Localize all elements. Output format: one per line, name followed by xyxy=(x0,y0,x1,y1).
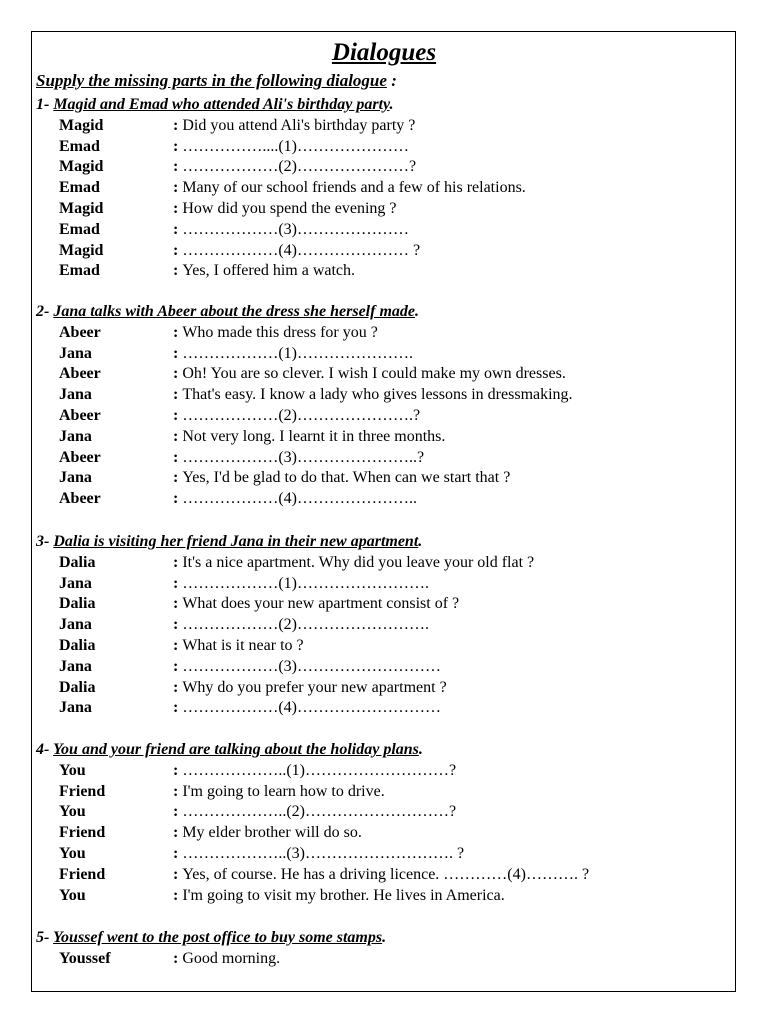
speaker-name: Friend xyxy=(59,782,106,800)
line-colon: : xyxy=(173,490,183,508)
speaker-line xyxy=(173,241,420,262)
line-text: I'm going to learn how to drive. xyxy=(182,782,385,800)
line-colon: : xyxy=(173,844,183,862)
speaker-name: Jana xyxy=(59,699,92,717)
line-colon: : xyxy=(173,761,183,779)
speaker-line xyxy=(173,468,510,489)
speaker-name: Dalia xyxy=(59,553,96,571)
speaker-name: Magid xyxy=(59,241,104,259)
dialogue-line xyxy=(36,385,736,406)
page-title: Dialogues xyxy=(331,39,437,66)
speaker-name: Emad xyxy=(59,262,100,280)
section-heading-text: Magid and Emad who attended Ali's birthday party xyxy=(53,96,390,113)
line-text: ………………..(3)………………………. ? xyxy=(182,844,465,862)
speaker-line xyxy=(173,406,420,427)
line-text: My elder brother will do so. xyxy=(182,824,362,842)
instruction xyxy=(36,70,397,92)
line-colon: : xyxy=(173,803,183,821)
dialogue-line xyxy=(36,574,736,595)
line-text: I'm going to visit my brother. He lives in America. xyxy=(182,886,505,904)
dialogue-section xyxy=(36,95,736,282)
speaker-name: Jana xyxy=(59,574,92,592)
line-text: ………………(4)………………….. xyxy=(182,490,417,508)
speaker-line xyxy=(173,949,280,970)
speaker-name: Dalia xyxy=(59,595,96,613)
speaker-name: Magid xyxy=(59,199,104,217)
dialogue-line xyxy=(36,678,736,699)
dialogue-line xyxy=(36,553,736,574)
section-heading-text: You and your friend are talking about the holiday plans xyxy=(53,741,419,758)
speaker-line xyxy=(173,678,447,699)
line-text: ………………(4)………………… ? xyxy=(182,241,421,259)
line-text: ………………(1)…………………. xyxy=(182,344,413,362)
section-heading-period: . xyxy=(382,929,387,946)
dialogue-line xyxy=(36,823,736,844)
line-text: ………………(2)…………………? xyxy=(182,158,417,176)
line-colon: : xyxy=(173,574,183,592)
speaker-line xyxy=(173,594,459,615)
dialogue-section xyxy=(36,302,736,510)
dialogue-line xyxy=(36,448,736,469)
dialogue-line xyxy=(36,344,736,365)
dialogue-line xyxy=(36,844,736,865)
speaker-name: Jana xyxy=(59,386,92,404)
line-text: Good morning. xyxy=(182,949,281,967)
speaker-name: Emad xyxy=(59,179,100,197)
dialogue-line xyxy=(36,364,736,385)
dialogue-section xyxy=(36,928,736,970)
speaker-line xyxy=(173,886,505,907)
dialogue-line xyxy=(36,157,736,178)
line-colon: : xyxy=(173,179,183,197)
line-colon: : xyxy=(173,553,183,571)
section-heading xyxy=(36,532,736,553)
speaker-line xyxy=(173,823,362,844)
section-heading-text: Youssef went to the post office to buy some stamps xyxy=(53,929,383,946)
speaker-line xyxy=(173,116,415,137)
dialogue-line xyxy=(36,865,736,886)
speaker-name: You xyxy=(59,844,86,862)
line-text: ………………..(1)………………………? xyxy=(182,761,457,779)
line-text: Many of our school friends and a few of his relations. xyxy=(182,179,526,197)
line-text: ……………....(1)………………… xyxy=(182,137,409,155)
line-text: ………………(4)……………………… xyxy=(182,699,441,717)
line-colon: : xyxy=(173,699,183,717)
section-heading xyxy=(36,928,736,949)
speaker-name: Abeer xyxy=(59,406,101,424)
section-number: 3- xyxy=(36,533,54,550)
line-text: ………………..(2)………………………? xyxy=(182,803,457,821)
line-colon: : xyxy=(173,657,183,675)
line-colon: : xyxy=(173,427,183,445)
speaker-line xyxy=(173,615,429,636)
line-colon: : xyxy=(173,199,183,217)
speaker-name: Jana xyxy=(59,427,92,445)
speaker-line xyxy=(173,761,456,782)
speaker-line xyxy=(173,448,424,469)
section-heading-period: . xyxy=(418,741,423,758)
speaker-name: Dalia xyxy=(59,678,96,696)
line-colon: : xyxy=(173,137,183,155)
section-heading xyxy=(36,95,736,116)
speaker-line xyxy=(173,364,566,385)
dialogue-section xyxy=(36,532,736,719)
dialogue-line xyxy=(36,594,736,615)
line-text: ………………(3)…………………..? xyxy=(182,448,425,466)
dialogue-line xyxy=(36,261,736,282)
speaker-name: You xyxy=(59,803,86,821)
dialogue-line xyxy=(36,199,736,220)
line-text: ………………(1)……………………. xyxy=(182,574,429,592)
dialogue-line xyxy=(36,116,736,137)
speaker-line xyxy=(173,157,416,178)
speaker-name: Abeer xyxy=(59,365,101,383)
speaker-name: Emad xyxy=(59,220,100,238)
speaker-line xyxy=(173,385,573,406)
dialogue-line xyxy=(36,178,736,199)
section-heading-period: . xyxy=(418,533,423,550)
line-colon: : xyxy=(173,949,183,967)
line-text: Not very long. I learnt it in three months. xyxy=(182,427,446,445)
speaker-name: Jana xyxy=(59,616,92,634)
speaker-line xyxy=(173,657,441,678)
section-number: 4- xyxy=(36,741,54,758)
line-colon: : xyxy=(173,365,183,383)
speaker-name: You xyxy=(59,761,86,779)
speaker-name: Jana xyxy=(59,469,92,487)
speaker-line xyxy=(173,199,397,220)
line-colon: : xyxy=(173,116,183,134)
line-colon: : xyxy=(173,469,183,487)
dialogue-line xyxy=(36,468,736,489)
dialogue-line xyxy=(36,949,736,970)
line-text: Why do you prefer your new apartment ? xyxy=(182,678,447,696)
speaker-name: Jana xyxy=(59,657,92,675)
instruction-text: Supply the missing parts in the following dialogue xyxy=(36,71,387,90)
line-colon: : xyxy=(173,406,183,424)
line-text: How did you spend the evening ? xyxy=(182,199,397,217)
line-colon: : xyxy=(173,386,183,404)
line-colon: : xyxy=(173,344,183,362)
speaker-name: Jana xyxy=(59,344,92,362)
section-heading-period: . xyxy=(389,96,394,113)
line-colon: : xyxy=(173,220,183,238)
speaker-line xyxy=(173,323,378,344)
dialogue-line xyxy=(36,137,736,158)
line-colon: : xyxy=(173,886,183,904)
section-heading-period: . xyxy=(414,303,419,320)
speaker-name: Magid xyxy=(59,158,104,176)
section-heading xyxy=(36,302,736,323)
dialogue-line xyxy=(36,886,736,907)
line-text: Yes, I offered him a watch. xyxy=(182,262,356,280)
instruction-colon: : xyxy=(386,71,397,90)
line-text: ………………(3)………………… xyxy=(182,220,409,238)
dialogue-line xyxy=(36,427,736,448)
line-text: It's a nice apartment. Why did you leave your old flat ? xyxy=(182,553,535,571)
dialogue-line xyxy=(36,323,736,344)
line-colon: : xyxy=(173,782,183,800)
dialogue-line xyxy=(36,761,736,782)
speaker-line xyxy=(173,782,385,803)
line-text: ………………(2)………………….? xyxy=(182,406,421,424)
dialogue-line xyxy=(36,802,736,823)
speaker-line xyxy=(173,489,417,510)
section-number: 5- xyxy=(36,929,54,946)
speaker-name: Dalia xyxy=(59,636,96,654)
line-text: Yes, I'd be glad to do that. When can we start that ? xyxy=(182,469,511,487)
speaker-name: Friend xyxy=(59,824,106,842)
speaker-name: Abeer xyxy=(59,323,101,341)
speaker-name: Youssef xyxy=(59,949,111,967)
speaker-name: Abeer xyxy=(59,448,101,466)
line-colon: : xyxy=(173,616,183,634)
speaker-name: Friend xyxy=(59,865,106,883)
speaker-line xyxy=(173,553,534,574)
line-text: What is it near to ? xyxy=(182,636,304,654)
line-colon: : xyxy=(173,262,183,280)
section-heading-text: Dalia is visiting her friend Jana in their new apartment xyxy=(53,533,419,550)
speaker-line xyxy=(173,137,409,158)
line-colon: : xyxy=(173,636,183,654)
line-colon: : xyxy=(173,448,183,466)
line-text: ………………(2)……………………. xyxy=(182,616,429,634)
speaker-line xyxy=(173,261,355,282)
line-text: ………………(3)……………………… xyxy=(182,657,441,675)
line-colon: : xyxy=(173,158,183,176)
dialogue-line xyxy=(36,406,736,427)
speaker-line xyxy=(173,220,409,241)
line-colon: : xyxy=(173,678,183,696)
dialogue-line xyxy=(36,657,736,678)
speaker-line xyxy=(173,427,445,448)
line-text: Who made this dress for you ? xyxy=(182,323,378,341)
line-text: What does your new apartment consist of ? xyxy=(182,595,460,613)
dialogue-line xyxy=(36,489,736,510)
line-colon: : xyxy=(173,241,183,259)
section-heading xyxy=(36,740,736,761)
line-text: Did you attend Ali's birthday party ? xyxy=(182,116,416,134)
speaker-line xyxy=(173,574,429,595)
speaker-name: Magid xyxy=(59,116,104,134)
line-colon: : xyxy=(173,865,183,883)
speaker-line xyxy=(173,802,456,823)
line-colon: : xyxy=(173,323,183,341)
dialogue-line xyxy=(36,241,736,262)
speaker-line xyxy=(173,844,464,865)
dialogue-line xyxy=(36,782,736,803)
section-number: 2- xyxy=(36,303,54,320)
dialogue-section xyxy=(36,740,736,906)
line-colon: : xyxy=(173,595,183,613)
line-text: Yes, of course. He has a driving licence. …………(4)………. ? xyxy=(182,865,590,883)
speaker-line xyxy=(173,636,304,657)
line-colon: : xyxy=(173,824,183,842)
speaker-line xyxy=(173,178,526,199)
line-text: That's easy. I know a lady who gives lessons in dressmaking. xyxy=(182,386,573,404)
dialogue-line xyxy=(36,636,736,657)
dialogue-line xyxy=(36,220,736,241)
speaker-name: Emad xyxy=(59,137,100,155)
speaker-line xyxy=(173,698,441,719)
section-number: 1- xyxy=(36,96,54,113)
line-text: Oh! You are so clever. I wish I could make my own dresses. xyxy=(182,365,566,383)
dialogue-line xyxy=(36,698,736,719)
speaker-line xyxy=(173,865,589,886)
dialogue-line xyxy=(36,615,736,636)
speaker-name: You xyxy=(59,886,86,904)
section-heading-text: Jana talks with Abeer about the dress she herself made xyxy=(53,303,415,320)
speaker-line xyxy=(173,344,413,365)
speaker-name: Abeer xyxy=(59,490,101,508)
